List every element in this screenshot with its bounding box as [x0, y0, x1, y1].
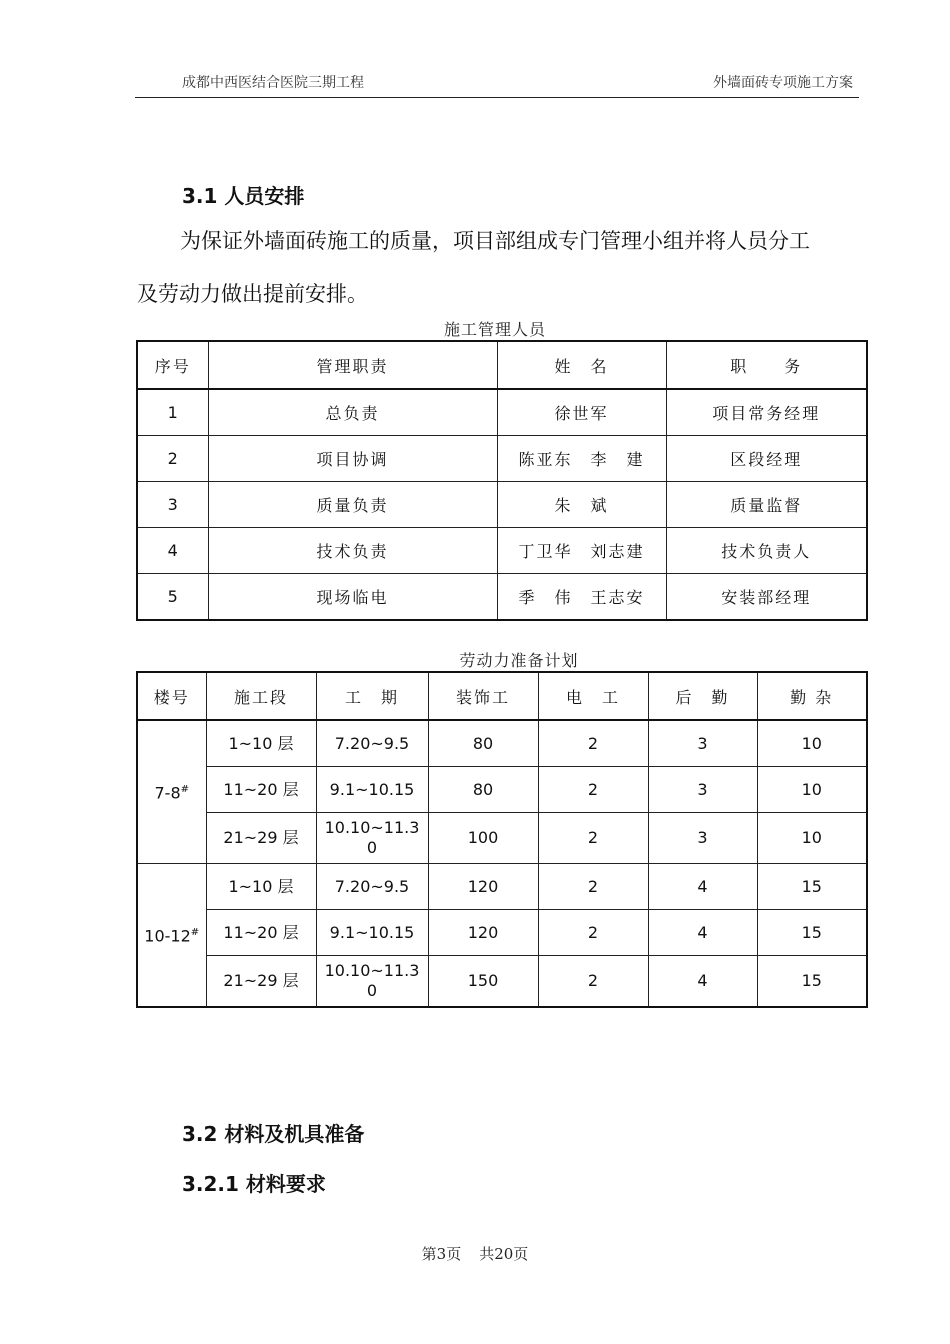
table-cell: 朱 斌: [497, 482, 666, 528]
table-header-row: [137, 341, 867, 389]
building-number-cell: [137, 720, 206, 864]
building-number: 10-12: [144, 926, 191, 946]
table-cell: 15: [757, 910, 867, 956]
table-cell: 10: [757, 767, 867, 813]
table-cell: 1~10 层: [206, 864, 316, 910]
table-cell: 2: [137, 436, 208, 482]
table-cell: 2: [538, 720, 648, 767]
column-header: 后 勤: [648, 672, 757, 720]
table-cell: 150: [428, 956, 538, 1008]
table-cell: 3: [137, 482, 208, 528]
table-cell: 2: [538, 813, 648, 864]
table-cell: 技术负责: [208, 528, 497, 574]
table-cell: 丁卫华 刘志建: [497, 528, 666, 574]
table-cell: 7.20~9.5: [316, 864, 428, 910]
table-cell: 10: [757, 813, 867, 864]
building-number: 7-8: [154, 783, 181, 803]
table-cell: 1~10 层: [206, 720, 316, 767]
table-row: [137, 910, 867, 956]
table-cell: 3: [648, 813, 757, 864]
table-cell: 区段经理: [666, 436, 867, 482]
subsection-heading-3-2-1: 3.2.1 材料要求: [182, 1172, 326, 1196]
table-row: [137, 574, 867, 621]
table-cell: 3: [648, 720, 757, 767]
table-cell: 80: [428, 767, 538, 813]
page-number: 第3页: [421, 1245, 462, 1263]
table-row: [137, 482, 867, 528]
table-cell: 安装部经理: [666, 574, 867, 621]
column-header: 管理职责: [208, 341, 497, 389]
building-mark: #: [190, 927, 200, 939]
table-cell: 技术负责人: [666, 528, 867, 574]
table-cell: 9.1~10.15: [316, 767, 428, 813]
table-cell: 现场临电: [208, 574, 497, 621]
intro-paragraph-line-2: 及劳动力做出提前安排。: [137, 282, 368, 306]
column-header: 勤 杂: [757, 672, 867, 720]
column-header: 装饰工: [428, 672, 538, 720]
table-row: [137, 389, 867, 436]
table-cell: 10.10~11.30: [316, 956, 428, 1008]
management-staff-table: [136, 340, 868, 621]
column-header: 职 务: [666, 341, 867, 389]
table-cell: 21~29 层: [206, 813, 316, 864]
table-row: [137, 864, 867, 910]
table-row: [137, 813, 867, 864]
table-cell: 季 伟 王志安: [497, 574, 666, 621]
table-cell: 2: [538, 910, 648, 956]
intro-paragraph-line-1: 为保证外墙面砖施工的质量，项目部组成专门管理小组并将人员分工: [180, 229, 810, 253]
table-row: [137, 720, 867, 767]
table-cell: 2: [538, 956, 648, 1008]
column-header: 工 期: [316, 672, 428, 720]
mgmt-table-caption: 施工管理人员: [443, 320, 546, 339]
table-cell: 总负责: [208, 389, 497, 436]
table-row: [137, 436, 867, 482]
column-header: 施工段: [206, 672, 316, 720]
table-cell: 项目协调: [208, 436, 497, 482]
table-cell: 4: [648, 910, 757, 956]
table-cell: 3: [648, 767, 757, 813]
table-cell: 120: [428, 864, 538, 910]
table-cell: 10.10~11.30: [316, 813, 428, 864]
table-cell: 100: [428, 813, 538, 864]
labor-table-caption: 劳动力准备计划: [459, 651, 579, 670]
section-heading-3-1: 3.1 人员安排: [182, 184, 305, 208]
column-header: 姓 名: [497, 341, 666, 389]
table-cell: 1: [137, 389, 208, 436]
table-cell: 徐世军: [497, 389, 666, 436]
table-row: [137, 767, 867, 813]
header-document-title: 外墙面砖专项施工方案: [713, 75, 853, 91]
building-number-cell: [137, 864, 206, 1008]
table-row: [137, 528, 867, 574]
section-heading-3-2: 3.2 材料及机具准备: [182, 1122, 365, 1146]
table-cell: 2: [538, 864, 648, 910]
column-header: 楼号: [137, 672, 206, 720]
table-cell: 2: [538, 767, 648, 813]
table-cell: 质量负责: [208, 482, 497, 528]
header-divider: [135, 97, 859, 98]
table-cell: 15: [757, 864, 867, 910]
table-row: [137, 956, 867, 1008]
column-header: 电 工: [538, 672, 648, 720]
column-header: 序号: [137, 341, 208, 389]
table-cell: 11~20 层: [206, 767, 316, 813]
table-cell: 11~20 层: [206, 910, 316, 956]
table-cell: 质量监督: [666, 482, 867, 528]
table-cell: 9.1~10.15: [316, 910, 428, 956]
table-cell: 80: [428, 720, 538, 767]
table-cell: 4: [648, 864, 757, 910]
table-cell: 120: [428, 910, 538, 956]
table-cell: 7.20~9.5: [316, 720, 428, 767]
table-cell: 4: [648, 956, 757, 1008]
table-cell: 21~29 层: [206, 956, 316, 1008]
table-cell: 项目常务经理: [666, 389, 867, 436]
table-cell: 15: [757, 956, 867, 1008]
table-cell: 陈亚东 李 建: [497, 436, 666, 482]
page-footer: [0, 1243, 950, 1264]
table-cell: 4: [137, 528, 208, 574]
table-header-row: [137, 672, 867, 720]
table-cell: 10: [757, 720, 867, 767]
labor-plan-table: [136, 671, 868, 1008]
building-mark: #: [180, 784, 190, 796]
header-project-name: 成都中西医结合医院三期工程: [182, 75, 364, 91]
page-total: 共20页: [479, 1245, 529, 1263]
table-cell: 5: [137, 574, 208, 621]
